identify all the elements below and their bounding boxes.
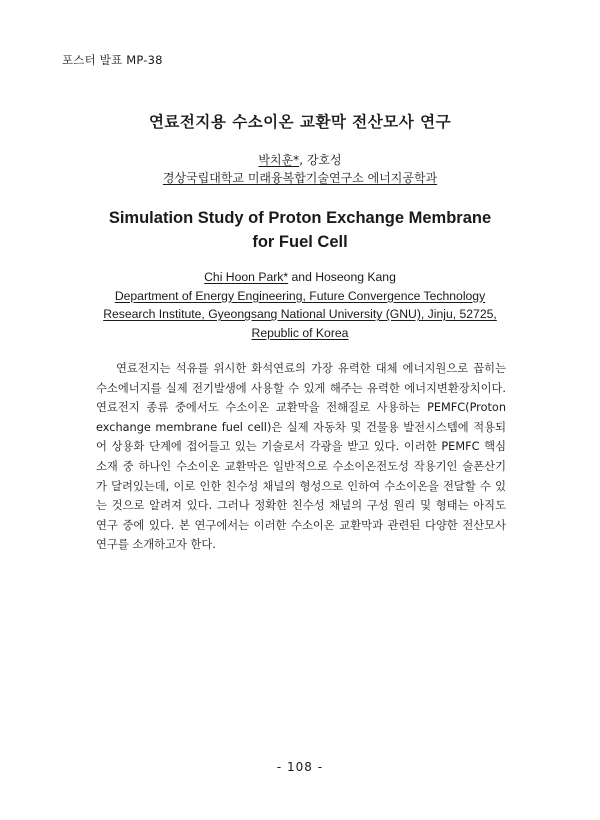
korean-coauthor: , 강호성: [299, 153, 342, 167]
korean-corresponding-author: 박치훈*: [258, 153, 300, 167]
korean-affiliation: 경상국립대학교 미래융복합기술연구소 에너지공학과: [162, 171, 438, 185]
english-coauthor: and Hoseong Kang: [288, 270, 396, 284]
english-author-block: [88, 268, 512, 342]
english-authors: [88, 268, 512, 287]
english-title: Simulation Study of Proton Exchange Membrane for Fuel Cell: [108, 209, 492, 251]
korean-author-block: [0, 151, 600, 187]
english-corresponding-author: Chi Hoon Park*: [204, 270, 289, 284]
english-affiliation: Department of Energy Engineering, Future Convergence Technology Research Institute, Gyeongsang National University (GNU), Jinju, 52725, Republic of Korea: [103, 288, 497, 340]
abstract-text: 연료전지는 석유를 위시한 화석연료의 가장 유력한 대체 에너지원으로 꼽히는 수소에너지를 실제 전기발생에 사용할 수 있게 해주는 유력한 에너지변환장치이다. 연료전지 종류 중에서도 수소이온 교환막을 전해질로 사용하는 PEMFC(Proton exchange membrane fuel cell)은 실제 자동차 및 건물용 발전시스템에 적용되어 상용화 단계에 접어들고 있는 기술로서 각광을 받고 있다. 이러한 PEMFC 핵심 소재 중 하나인 수소이온 교환막은 일반적으로 수소이온전도성 작용기인 술폰산기가 달려있는데, 이로 인한 친수성 채널의 형성으로 인하여 수소이온을 전달할 수 있는 것으로 알려져 있다. 그러나 정확한 친수성 채널의 구성 원리 및 형태는 아직도 연구 중에 있다. 본 연구에서는 이러한 수소이온 교환막과 관련된 다양한 전산모사 연구를 소개하고자 한다.: [96, 362, 506, 552]
session-label: 포스터 발표 MP-38: [62, 53, 163, 67]
korean-title: 연료전지용 수소이온 교환막 전산모사 연구: [148, 113, 452, 131]
korean-authors: [0, 151, 600, 169]
page-number: - 108 -: [276, 760, 324, 774]
